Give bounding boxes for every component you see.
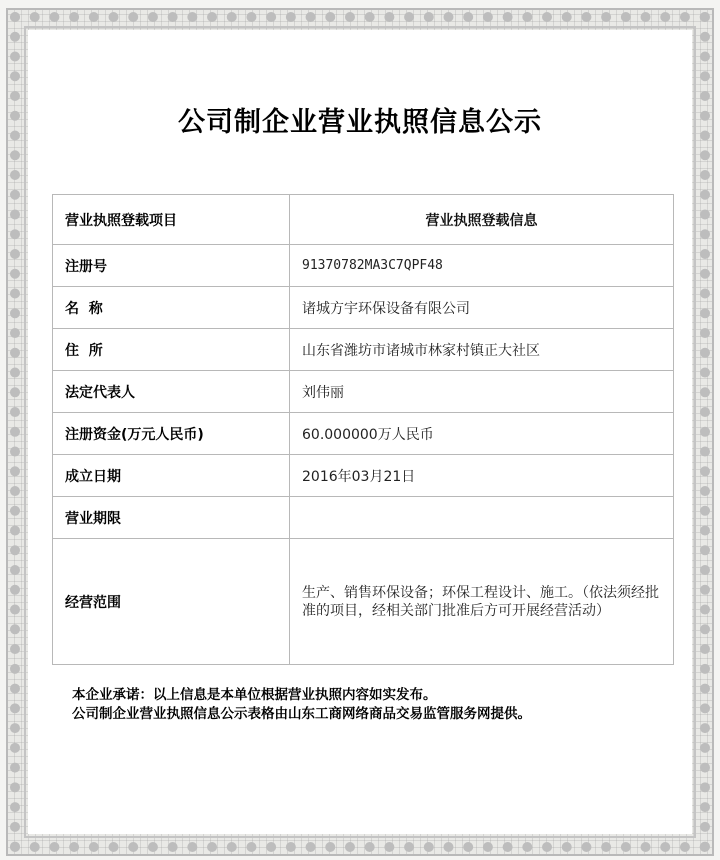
header-label-col: 营业执照登载项目 [53, 195, 290, 245]
business-scope: 生产、销售环保设备；环保工程设计、施工。（依法须经批准的项目，经相关部门批准后方可开展经营活动） [290, 539, 674, 665]
page-title: 公司制企业营业执照信息公示 [178, 107, 542, 138]
establishment-date: 2016年03月21日 [290, 455, 674, 497]
header-value-col: 营业执照登载信息 [290, 195, 674, 245]
table-row [53, 287, 674, 329]
legal-representative: 刘伟丽 [290, 371, 674, 413]
row-label: 住 所 [53, 329, 290, 371]
registration-number: 91370782MA3C7QPF48 [290, 245, 674, 287]
row-label: 成立日期 [53, 455, 290, 497]
row-label: 注册资金(万元人民币) [53, 413, 290, 455]
table-row [53, 497, 674, 539]
row-label: 营业期限 [53, 497, 290, 539]
provider-note: 公司制企业营业执照信息公示表格由山东工商网络商品交易监管服务网提供。 [72, 706, 531, 722]
row-label: 名 称 [53, 287, 290, 329]
row-label: 经营范围 [53, 539, 290, 665]
table-row [53, 371, 674, 413]
table-row [53, 413, 674, 455]
row-label: 注册号 [53, 245, 290, 287]
business-term [290, 497, 674, 539]
row-label: 法定代表人 [53, 371, 290, 413]
table-row [53, 245, 674, 287]
company-name: 诸城方宇环保设备有限公司 [290, 287, 674, 329]
table-row [53, 455, 674, 497]
table-row [53, 539, 674, 665]
footer-notes [72, 686, 680, 724]
company-address: 山东省潍坊市诸城市林家村镇正大社区 [290, 329, 674, 371]
commitment-note: 本企业承诺：以上信息是本单位根据营业执照内容如实发布。 [72, 687, 437, 703]
table-header-row [53, 195, 674, 245]
registered-capital: 60.000000万人民币 [290, 413, 674, 455]
license-info-table [52, 194, 674, 665]
table-row [53, 329, 674, 371]
